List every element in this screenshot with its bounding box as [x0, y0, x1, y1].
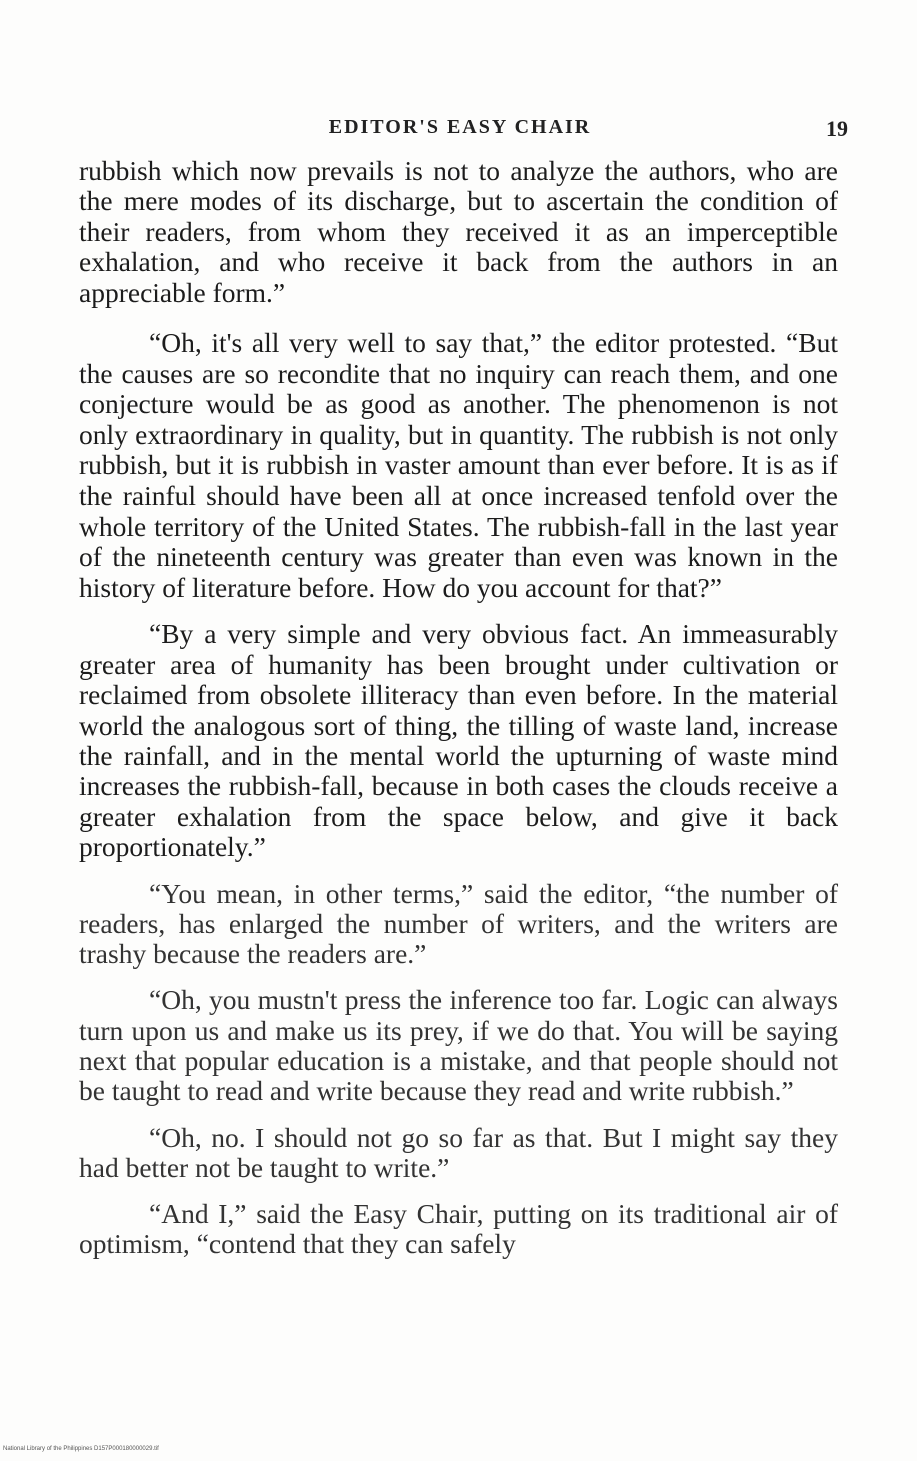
running-head — [80, 112, 848, 142]
running-head-title: EDITOR'S EASY CHAIR — [328, 116, 592, 138]
scan-footer: National Library of the Philippines D157P000180000029.tif — [3, 1446, 159, 1452]
paragraph-1: rubbish which now prevails is not to analyze the authors, who are the mere modes of its discharge, but to ascertain the condition of their readers, from whom they received it as an imperceptible exhalation, and who receive it back from the authors in an appreciable form.” — [79, 155, 838, 308]
paragraph-6: “Oh, no. I should not go so far as that. But I might say they had better not be taught to write.” — [79, 1121, 838, 1184]
paragraph-2: “Oh, it's all very well to say that,” the editor protested. “But the causes are so recondite that no inquiry can reach them, and one conjecture would be as good as another. The phenomenon is not only extraordinary in quality, but in quantity. The rubbish is not only rubbish, but it is rubbish in vaster amount than ever before. It is as if the rainful should have been all at once increased tenfold over the whole territory of the United States. The rubbish-fall in the last year of the nineteenth century was greater than even was known in the history of literature before. How do you account for that?” — [79, 327, 838, 603]
body-text — [79, 156, 838, 1276]
paragraph-5: “Oh, you mustn't press the inference too far. Logic can always turn upon us and make us its prey, if we do that. You will be saying next that popular education is a mistake, and that people should not be taught to read and write because they read and write rubbish.” — [79, 984, 838, 1107]
paragraph-4: “You mean, in other terms,” said the editor, “the number of readers, has enlarged the number of writers, and the writers are trashy because the readers are.” — [79, 877, 838, 970]
paragraph-3: “By a very simple and very obvious fact. An immeasurably greater area of humanity has been brought under cultivation or reclaimed from obsolete illiteracy than even before. In the material world the analogous sort of thing, the tilling of waste land, increase the rainfall, and in the mental world the upturning of waste mind increases the rubbish-fall, because in both cases the clouds receive a greater exhalation from the space below, and give it back proportionately.” — [79, 618, 838, 863]
page-number: 19 — [826, 116, 848, 141]
paragraph-7: “And I,” said the Easy Chair, putting on its traditional air of optimism, “contend that they can safely — [79, 1198, 838, 1260]
